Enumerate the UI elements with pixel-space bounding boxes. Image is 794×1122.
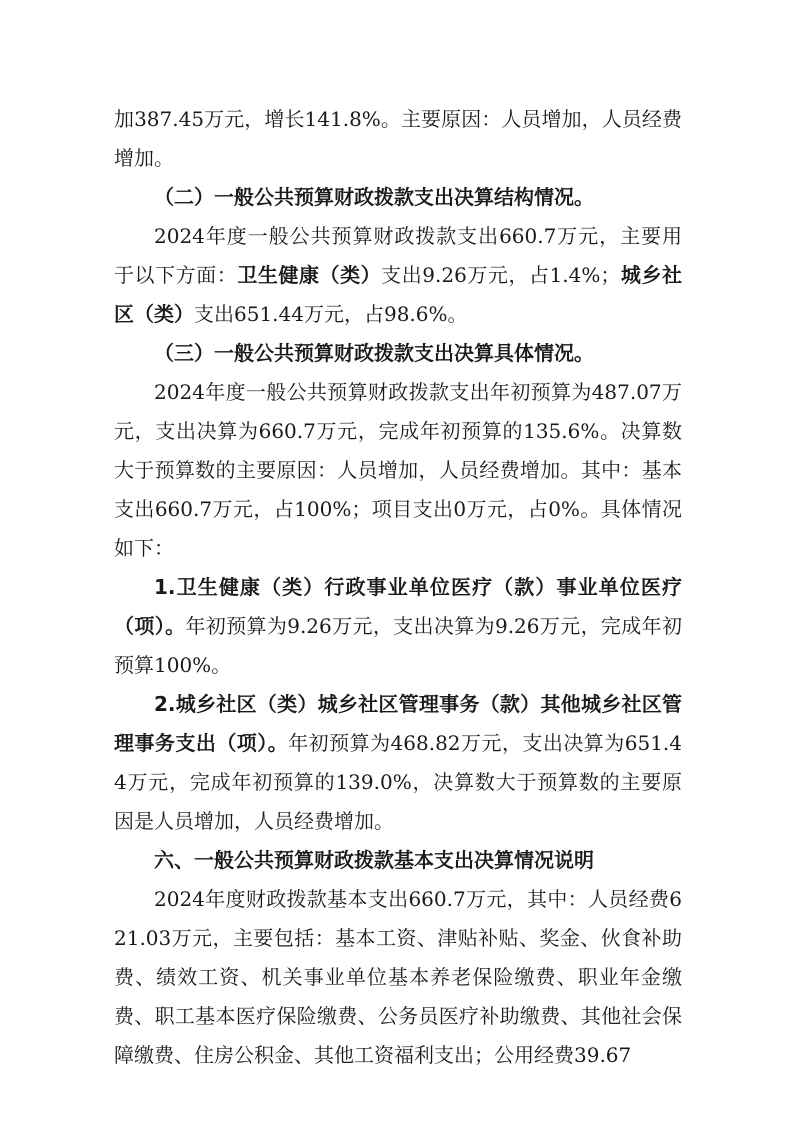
item-community-body: 年初预算为468.82万元，支出决算为651.44万元，完成年初预算的139.0%，决算数大于预算数的主要原因是人员增加，人员经费增加。 (114, 731, 682, 833)
item-health-body: 年初预算为9.26万元，支出决算为9.26万元，完成年初预算100%。 (114, 614, 683, 677)
paragraph-details: 2024年度一般公共预算财政拨款支出年初预算为487.07万元，支出决算为660.7万元，完成年初预算的135.6%。决算数大于预算数的主要原因：人员增加，人员经费增加。其中：基本支出660.7万元，占100%；项目支出0万元，占0%。具体情况如下： (114, 380, 682, 560)
item-health-medical (114, 568, 682, 685)
section-heading-structure: （二）一般公共预算财政拨款支出决算结构情况。 (154, 185, 594, 209)
paragraph-structure (114, 217, 682, 334)
paragraph-basic-expenditure: 2024年度财政拨款基本支出660.7万元，其中：人员经费621.03万元，主要包括：基本工资、津贴补贴、奖金、伙食补助费、绩效工资、机关事业单位基本养老保险缴费、职业年金缴费、职工基本医疗保险缴费、公务员医疗补助缴费、其他社会保障缴费、住房公积金、其他工资福利支出；公用经费39.67 (114, 887, 682, 1067)
item-community-title: 2.城乡社区（类）城乡社区管理事务（款）其他城乡社区管理事务支出（项）。 (114, 692, 682, 755)
section-heading-details: （三）一般公共预算财政拨款支出决算具体情况。 (154, 341, 594, 365)
item-health-title: 1.卫生健康（类）行政事业单位医疗（款）事业单位医疗（项）。 (114, 575, 682, 638)
category-health-label: 卫生健康（类） (237, 263, 382, 287)
category-community-label: 城乡社区（类） (114, 263, 683, 326)
section-heading-basic-expenditure: 六、一般公共预算财政拨款基本支出决算情况说明 (154, 848, 594, 872)
paragraph-growth-reason: 加387.45万元，增长141.8%。主要原因：人员增加，人员经费增加。 (114, 107, 682, 170)
category-health-text: 支出9.26万元，占1.4%； (381, 263, 621, 287)
item-community-affairs (114, 685, 682, 841)
structure-intro-text: 2024年度一般公共预算财政拨款支出660.7万元，主要用于以下方面： (114, 224, 682, 287)
document-page (114, 100, 682, 1075)
category-community-text: 支出651.44万元，占98.6%。 (194, 302, 468, 326)
